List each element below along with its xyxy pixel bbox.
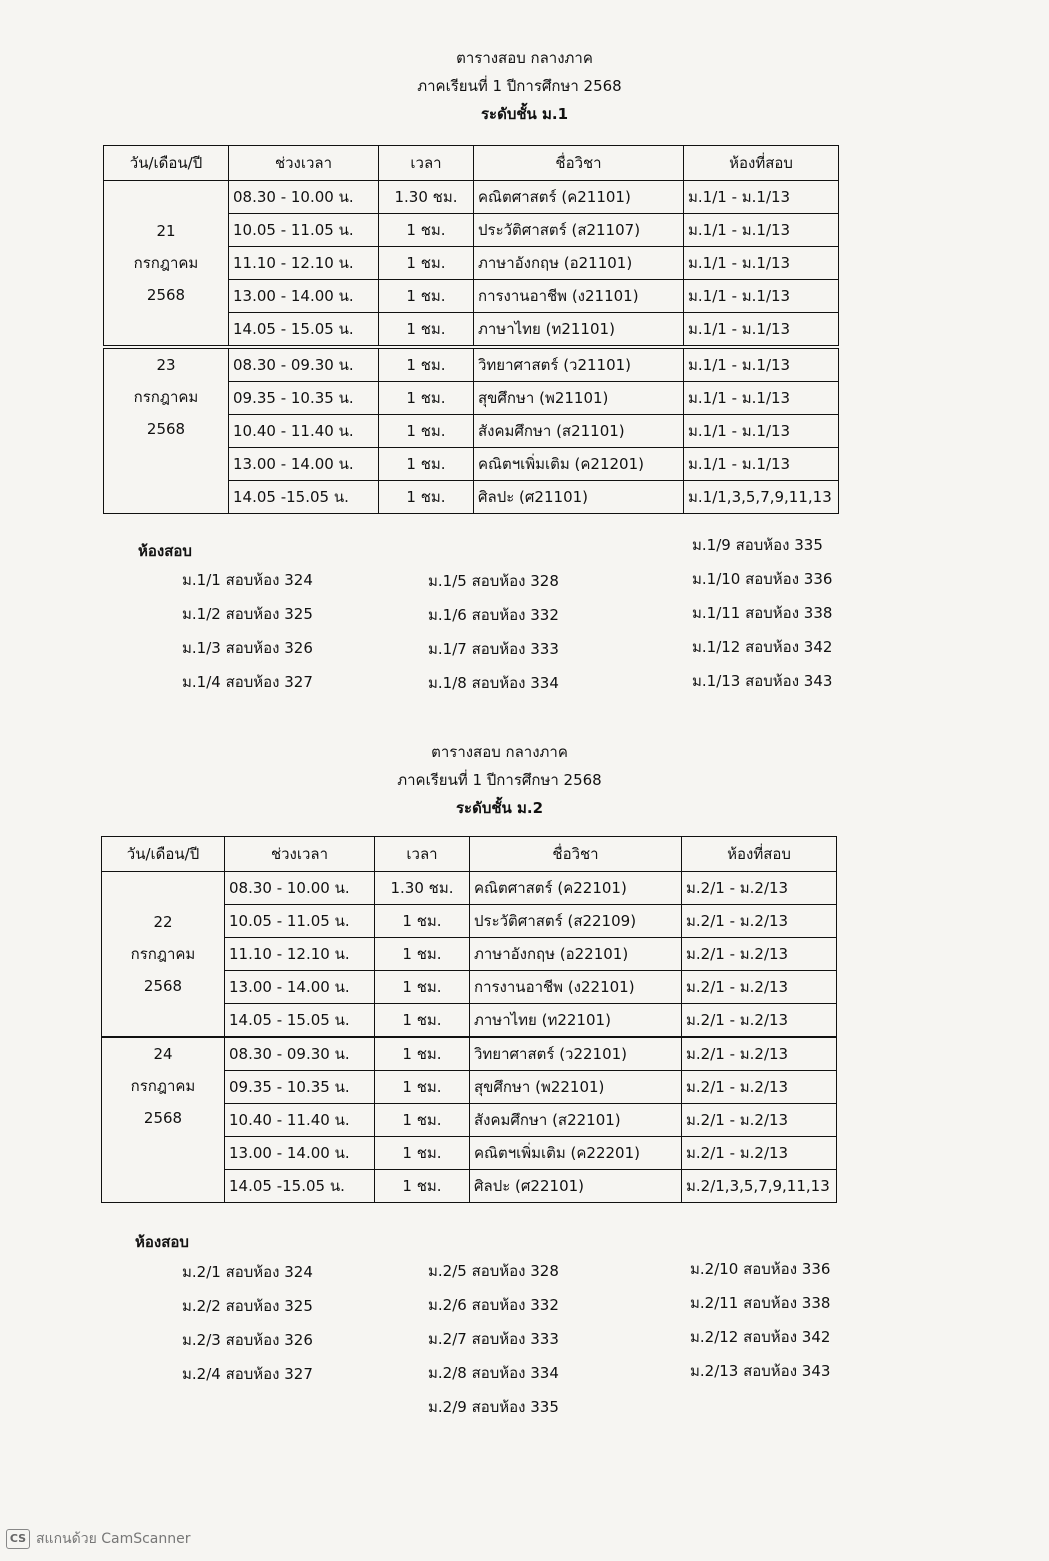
- date-month: กรกฎาคม: [133, 388, 199, 406]
- room-assignment: ม.1/3 สอบห้อง 326: [182, 639, 313, 657]
- date-day: 23: [156, 356, 176, 374]
- m2-header-row: [102, 837, 837, 872]
- room-cell: ม.1/1 - ม.1/13: [684, 347, 839, 382]
- col-header-duration: เวลา: [379, 146, 474, 181]
- subject-cell: คณิตศาสตร์ (ค21101): [474, 181, 684, 214]
- m2-rooms-col1: [182, 1255, 313, 1391]
- camscanner-icon: CS: [6, 1529, 30, 1549]
- time-cell: 10.05 - 11.05 น.: [229, 214, 379, 247]
- duration-cell: 1 ชม.: [375, 971, 470, 1004]
- m1-term: ภาคเรียนที่ 1 ปีการศึกษา 2568: [417, 77, 622, 95]
- room-cell: ม.1/1 - ม.1/13: [684, 313, 839, 348]
- room-cell: ม.2/1 - ม.2/13: [682, 1104, 837, 1137]
- room-assignment: ม.1/10 สอบห้อง 336: [692, 570, 833, 588]
- time-cell: 10.40 - 11.40 น.: [225, 1104, 375, 1137]
- time-cell: 09.35 - 10.35 น.: [229, 382, 379, 415]
- subject-cell: คณิตฯเพิ่มเติม (ค22201): [470, 1137, 682, 1170]
- time-cell: 11.10 - 12.10 น.: [229, 247, 379, 280]
- room-assignment: ม.2/1 สอบห้อง 324: [182, 1263, 313, 1281]
- room-assignment: ม.1/9 สอบห้อง 335: [692, 536, 823, 554]
- room-cell: ม.1/1 - ม.1/13: [684, 280, 839, 313]
- duration-cell: 1 ชม.: [375, 1037, 470, 1071]
- duration-cell: 1 ชม.: [379, 313, 474, 348]
- date-day: 21: [156, 222, 176, 240]
- m2-rooms-col3: [690, 1252, 830, 1388]
- m2-rooms-col2: [428, 1254, 559, 1424]
- subject-cell: การงานอาชีพ (ง21101): [474, 280, 684, 313]
- duration-cell: 1 ชม.: [379, 347, 474, 382]
- room-assignment: ม.1/13 สอบห้อง 343: [692, 672, 833, 690]
- duration-cell: 1 ชม.: [375, 1170, 470, 1203]
- room-assignment: ม.2/9 สอบห้อง 335: [428, 1398, 559, 1416]
- room-cell: ม.1/1 - ม.1/13: [684, 181, 839, 214]
- room-assignment: ม.2/4 สอบห้อง 327: [182, 1365, 313, 1383]
- time-cell: 11.10 - 12.10 น.: [225, 938, 375, 971]
- room-assignment: ม.2/6 สอบห้อง 332: [428, 1296, 559, 1314]
- camscanner-watermark: [6, 1528, 191, 1550]
- time-cell: 13.00 - 14.00 น.: [229, 280, 379, 313]
- subject-cell: ภาษาไทย (ท22101): [470, 1004, 682, 1038]
- m1-room-list: [0, 533, 1049, 703]
- m1-rooms-col1: [182, 563, 313, 699]
- room-assignment: ม.1/4 สอบห้อง 327: [182, 673, 313, 691]
- duration-cell: 1.30 ชม.: [375, 872, 470, 905]
- duration-cell: 1 ชม.: [375, 1071, 470, 1104]
- duration-cell: 1.30 ชม.: [379, 181, 474, 214]
- subject-cell: ประวัติศาสตร์ (ส21107): [474, 214, 684, 247]
- table-row: [102, 872, 837, 905]
- date-year: 2568: [143, 977, 183, 995]
- room-cell: ม.2/1 - ม.2/13: [682, 938, 837, 971]
- duration-cell: 1 ชม.: [379, 280, 474, 313]
- date-day: 24: [153, 1045, 173, 1063]
- time-cell: 10.05 - 11.05 น.: [225, 905, 375, 938]
- room-assignment: ม.2/8 สอบห้อง 334: [428, 1364, 559, 1382]
- duration-cell: 1 ชม.: [375, 1104, 470, 1137]
- col-header-date: วัน/เดือน/ปี: [104, 146, 229, 181]
- room-cell: ม.2/1 - ม.2/13: [682, 971, 837, 1004]
- col-header-room: ห้องที่สอบ: [682, 837, 837, 872]
- room-assignment: ม.1/8 สอบห้อง 334: [428, 674, 559, 692]
- room-cell: ม.2/1 - ม.2/13: [682, 1071, 837, 1104]
- time-cell: 08.30 - 09.30 น.: [225, 1037, 375, 1071]
- duration-cell: 1 ชม.: [379, 415, 474, 448]
- room-cell: ม.2/1 - ม.2/13: [682, 1137, 837, 1170]
- date-day: 22: [153, 913, 173, 931]
- subject-cell: สังคมศึกษา (ส21101): [474, 415, 684, 448]
- subject-cell: คณิตศาสตร์ (ค22101): [470, 872, 682, 905]
- time-cell: 13.00 - 14.00 น.: [229, 448, 379, 481]
- col-header-subject: ชื่อวิชา: [470, 837, 682, 872]
- time-cell: 08.30 - 09.30 น.: [229, 347, 379, 382]
- subject-cell: การงานอาชีพ (ง22101): [470, 971, 682, 1004]
- time-cell: 14.05 -15.05 น.: [225, 1170, 375, 1203]
- subject-cell: ภาษาอังกฤษ (อ22101): [470, 938, 682, 971]
- m2-room-list: [0, 1224, 1049, 1424]
- room-assignment: ม.1/7 สอบห้อง 333: [428, 640, 559, 658]
- room-assignment: ม.1/6 สอบห้อง 332: [428, 606, 559, 624]
- room-cell: ม.2/1 - ม.2/13: [682, 905, 837, 938]
- subject-cell: ศิลปะ (ศ22101): [470, 1170, 682, 1203]
- room-cell: ม.1/1 - ม.1/13: [684, 415, 839, 448]
- subject-cell: วิทยาศาสตร์ (ว22101): [470, 1037, 682, 1071]
- duration-cell: 1 ชม.: [379, 382, 474, 415]
- duration-cell: 1 ชม.: [379, 448, 474, 481]
- m2-level: ระดับชั้น ม.2: [455, 799, 544, 817]
- time-cell: 08.30 - 10.00 น.: [229, 181, 379, 214]
- m1-schedule-table: [103, 145, 839, 514]
- duration-cell: 1 ชม.: [375, 905, 470, 938]
- col-header-subject: ชื่อวิชา: [474, 146, 684, 181]
- room-cell: ม.2/1 - ม.2/13: [682, 1037, 837, 1071]
- time-cell: 08.30 - 10.00 น.: [225, 872, 375, 905]
- duration-cell: 1 ชม.: [379, 214, 474, 247]
- subject-cell: ภาษาไทย (ท21101): [474, 313, 684, 348]
- date-month: กรกฎาคม: [130, 1077, 196, 1095]
- date-cell: [102, 1037, 225, 1203]
- table-row: [104, 181, 839, 214]
- room-assignment: ม.1/5 สอบห้อง 328: [428, 572, 559, 590]
- col-header-room: ห้องที่สอบ: [684, 146, 839, 181]
- time-cell: 09.35 - 10.35 น.: [225, 1071, 375, 1104]
- col-header-period: ช่วงเวลา: [225, 837, 375, 872]
- subject-cell: ประวัติศาสตร์ (ส22109): [470, 905, 682, 938]
- room-cell: ม.1/1 - ม.1/13: [684, 382, 839, 415]
- m1-title: ตารางสอบ กลางภาค: [456, 49, 593, 67]
- subject-cell: สุขศึกษา (พ21101): [474, 382, 684, 415]
- room-cell: ม.1/1 - ม.1/13: [684, 448, 839, 481]
- m2-title: ตารางสอบ กลางภาค: [431, 743, 568, 761]
- date-year: 2568: [146, 420, 186, 438]
- m1-header: [0, 44, 1049, 128]
- duration-cell: 1 ชม.: [375, 1137, 470, 1170]
- m1-rooms-label: ห้องสอบ: [138, 542, 192, 560]
- room-assignment: ม.2/11 สอบห้อง 338: [690, 1294, 831, 1312]
- duration-cell: 1 ชม.: [375, 1004, 470, 1038]
- room-cell: ม.1/1 - ม.1/13: [684, 214, 839, 247]
- date-cell: [104, 181, 229, 348]
- subject-cell: ภาษาอังกฤษ (อ21101): [474, 247, 684, 280]
- subject-cell: สังคมศึกษา (ส22101): [470, 1104, 682, 1137]
- m1-header-row: [104, 146, 839, 181]
- room-assignment: ม.2/13 สอบห้อง 343: [690, 1362, 831, 1380]
- room-assignment: ม.2/3 สอบห้อง 326: [182, 1331, 313, 1349]
- room-cell: ม.1/1,3,5,7,9,11,13: [684, 481, 839, 514]
- room-assignment: ม.1/12 สอบห้อง 342: [692, 638, 833, 656]
- room-assignment: ม.1/2 สอบห้อง 325: [182, 605, 313, 623]
- date-month: กรกฎาคม: [130, 945, 196, 963]
- m2-body: [102, 872, 837, 1203]
- room-cell: ม.1/1 - ม.1/13: [684, 247, 839, 280]
- room-cell: ม.2/1 - ม.2/13: [682, 872, 837, 905]
- subject-cell: สุขศึกษา (พ22101): [470, 1071, 682, 1104]
- table-row: [102, 1037, 837, 1071]
- table-row: [104, 347, 839, 382]
- col-header-period: ช่วงเวลา: [229, 146, 379, 181]
- time-cell: 14.05 - 15.05 น.: [229, 313, 379, 348]
- duration-cell: 1 ชม.: [375, 938, 470, 971]
- room-assignment: ม.2/2 สอบห้อง 325: [182, 1297, 313, 1315]
- time-cell: 14.05 -15.05 น.: [229, 481, 379, 514]
- m1-rooms-col3: [692, 528, 832, 698]
- date-cell: [104, 347, 229, 514]
- subject-cell: วิทยาศาสตร์ (ว21101): [474, 347, 684, 382]
- room-assignment: ม.2/12 สอบห้อง 342: [690, 1328, 831, 1346]
- m2-rooms-label: ห้องสอบ: [135, 1233, 189, 1251]
- time-cell: 14.05 - 15.05 น.: [225, 1004, 375, 1038]
- room-assignment: ม.2/5 สอบห้อง 328: [428, 1262, 559, 1280]
- room-assignment: ม.2/10 สอบห้อง 336: [690, 1260, 831, 1278]
- subject-cell: คณิตฯเพิ่มเติม (ค21201): [474, 448, 684, 481]
- date-year: 2568: [143, 1109, 183, 1127]
- col-header-date: วัน/เดือน/ปี: [102, 837, 225, 872]
- room-cell: ม.2/1 - ม.2/13: [682, 1004, 837, 1038]
- date-cell: [102, 872, 225, 1038]
- date-month: กรกฎาคม: [133, 254, 199, 272]
- duration-cell: 1 ชม.: [379, 481, 474, 514]
- room-cell: ม.2/1,3,5,7,9,11,13: [682, 1170, 837, 1203]
- watermark-text: สแกนด้วย CamScanner: [36, 1531, 191, 1547]
- m1-body: [104, 181, 839, 514]
- room-assignment: ม.1/11 สอบห้อง 338: [692, 604, 833, 622]
- time-cell: 13.00 - 14.00 น.: [225, 1137, 375, 1170]
- subject-cell: ศิลปะ (ศ21101): [474, 481, 684, 514]
- m1-level: ระดับชั้น ม.1: [480, 105, 569, 123]
- date-year: 2568: [146, 286, 186, 304]
- m1-rooms-col2: [428, 564, 559, 700]
- m2-schedule-table: [101, 836, 837, 1203]
- m2-term: ภาคเรียนที่ 1 ปีการศึกษา 2568: [397, 771, 602, 789]
- m1-section: [0, 44, 1049, 128]
- m2-section: [0, 738, 1049, 822]
- time-cell: 10.40 - 11.40 น.: [229, 415, 379, 448]
- duration-cell: 1 ชม.: [379, 247, 474, 280]
- room-assignment: ม.2/7 สอบห้อง 333: [428, 1330, 559, 1348]
- room-assignment: ม.1/1 สอบห้อง 324: [182, 571, 313, 589]
- m2-header: [0, 738, 1049, 822]
- time-cell: 13.00 - 14.00 น.: [225, 971, 375, 1004]
- col-header-duration: เวลา: [375, 837, 470, 872]
